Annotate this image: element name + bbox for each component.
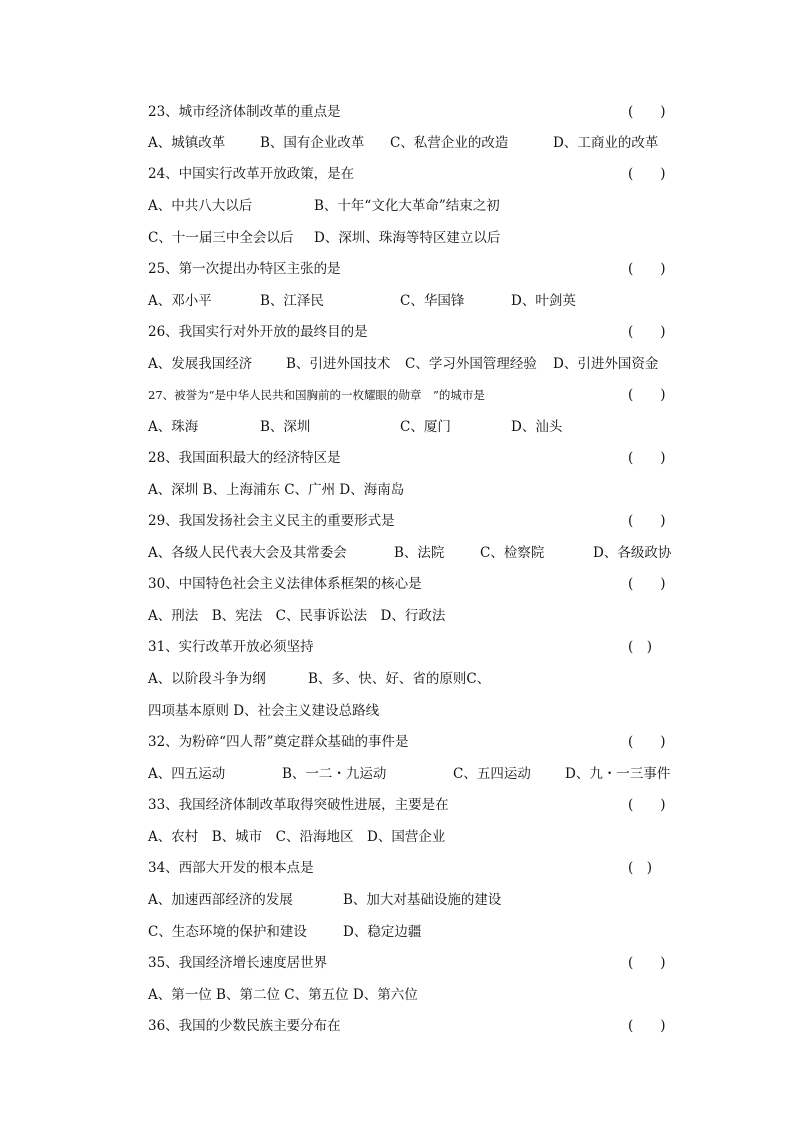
option-b: B、法院 — [394, 545, 445, 561]
option-d: D、叶剑英 — [511, 293, 576, 309]
question-text: 36、我国的少数民族主要分布在 — [148, 1018, 341, 1034]
question-26 — [148, 322, 678, 342]
option-a: A、珠海 — [148, 419, 199, 435]
question-text: 28、我国面积最大的经济特区是 — [148, 450, 341, 466]
option-b: B、加大对基础设施的建设 — [343, 892, 502, 908]
options-32 — [148, 764, 678, 784]
question-text: 35、我国经济增长速度居世界 — [148, 955, 328, 971]
option-d: D、九・一三事件 — [565, 766, 671, 782]
options-text: A、深圳 B、上海浦东 C、广州 D、海南岛 — [148, 482, 405, 498]
option-c: C、生态环境的保护和建设 — [148, 924, 307, 940]
options-25 — [148, 291, 678, 311]
options-34-line-2 — [148, 922, 678, 942]
option-d: D、各级政协 — [593, 545, 672, 561]
question-text: 29、我国发扬社会主义民主的重要形式是 — [148, 513, 395, 529]
question-text: 24、中国实行改革开放政策，是在 — [148, 166, 355, 182]
option-d: D、工商业的改革 — [553, 135, 659, 151]
answer-blank: ( ) — [628, 324, 666, 340]
options-31-line-1 — [148, 669, 678, 689]
answer-blank: ( ) — [628, 104, 666, 120]
option-b: B、引进外国技术 — [286, 356, 391, 372]
option-a: A、邓小平 — [148, 293, 212, 309]
option-a: A、城镇改革 — [148, 135, 226, 151]
answer-blank: ( ) — [628, 734, 666, 750]
question-31 — [148, 637, 678, 657]
question-34 — [148, 858, 678, 878]
option-b: B、国有企业改革 — [260, 135, 365, 151]
question-25 — [148, 259, 678, 279]
option-a: A、四五运动 — [148, 766, 226, 782]
question-33 — [148, 795, 678, 815]
option-b: B、多、快、好、省的原则C、 — [308, 671, 491, 687]
options-34-line-1 — [148, 890, 678, 910]
option-d: D、稳定边疆 — [343, 924, 422, 940]
option-a: A、加速西部经济的发展 — [148, 892, 293, 908]
question-35 — [148, 953, 678, 973]
options-27 — [148, 417, 678, 437]
options-35 — [148, 985, 678, 1005]
question-text: 25、第一次提出办特区主张的是 — [148, 261, 341, 277]
answer-blank: ( ) — [628, 576, 666, 592]
answer-blank: ( ) — [628, 797, 666, 813]
question-24 — [148, 164, 678, 184]
options-23 — [148, 133, 678, 153]
options-text: A、第一位 B、第二位 C、第五位 D、第六位 — [148, 987, 418, 1003]
answer-blank: ( ) — [628, 450, 666, 466]
option-b: B、江泽民 — [260, 293, 324, 309]
option-c: C、华国锋 — [400, 293, 465, 309]
question-29 — [148, 511, 678, 531]
option-b: B、深圳 — [260, 419, 311, 435]
question-32 — [148, 732, 678, 752]
question-30 — [148, 574, 678, 594]
option-c: C、厦门 — [400, 419, 451, 435]
answer-blank: ( ) — [628, 639, 653, 655]
question-text: 23、城市经济体制改革的重点是 — [148, 104, 341, 120]
answer-blank: ( ) — [628, 387, 666, 403]
option-a: A、以阶段斗争为纲 — [148, 671, 266, 687]
options-29 — [148, 543, 678, 563]
question-text: 34、西部大开发的根本点是 — [148, 860, 314, 876]
options-28 — [148, 480, 678, 500]
option-c: C、学习外国管理经验 — [405, 356, 537, 372]
option-c: C、十一届三中全会以后 — [148, 230, 294, 246]
question-27 — [148, 385, 678, 405]
option-a: A、中共八大以后 — [148, 198, 253, 214]
question-28 — [148, 448, 678, 468]
option-d: D、引进外国资金 — [553, 356, 659, 372]
options-33 — [148, 827, 678, 847]
options-30 — [148, 606, 678, 626]
question-text: 26、我国实行对外开放的最终目的是 — [148, 324, 368, 340]
question-36 — [148, 1016, 678, 1036]
option-c: C、私营企业的改造 — [390, 135, 509, 151]
answer-blank: ( ) — [628, 1018, 666, 1034]
options-text: A、农村 B、城市 C、沿海地区 D、国营企业 — [148, 829, 446, 845]
answer-blank: ( ) — [628, 261, 666, 277]
option-d: D、深圳、珠海等特区建立以后 — [314, 230, 501, 246]
option-c: C、检察院 — [480, 545, 545, 561]
question-text: 33、我国经济体制改革取得突破性进展，主要是在 — [148, 797, 449, 813]
option-a: A、各级人民代表大会及其常委会 — [148, 545, 347, 561]
options-26 — [148, 354, 678, 374]
option-b: B、十年“文化大革命”结束之初 — [314, 198, 500, 214]
option-c: C、五四运动 — [453, 766, 531, 782]
question-23 — [148, 102, 678, 122]
options-24-line-2 — [148, 228, 678, 248]
answer-blank: ( ) — [628, 860, 653, 876]
options-24-line-1 — [148, 196, 678, 216]
question-text: 31、实行改革开放必须坚持 — [148, 639, 314, 655]
options-text: 四项基本原则 D、社会主义建设总路线 — [148, 703, 380, 719]
option-a: A、发展我国经济 — [148, 356, 253, 372]
question-text: 32、为粉碎“四人帮”奠定群众基础的事件是 — [148, 734, 409, 750]
question-text: 27、被誉为“是中华人民共和国胸前的一枚耀眼的勋章 ”的城市是 — [148, 388, 485, 402]
answer-blank: ( ) — [628, 513, 666, 529]
answer-blank: ( ) — [628, 166, 666, 182]
option-b: B、一二・九运动 — [282, 766, 387, 782]
options-31-line-2 — [148, 701, 678, 721]
answer-blank: ( ) — [628, 955, 666, 971]
option-d: D、汕头 — [511, 419, 563, 435]
question-text: 30、中国特色社会主义法律体系框架的核心是 — [148, 576, 422, 592]
options-text: A、刑法 B、宪法 C、民事诉讼法 D、行政法 — [148, 608, 446, 624]
